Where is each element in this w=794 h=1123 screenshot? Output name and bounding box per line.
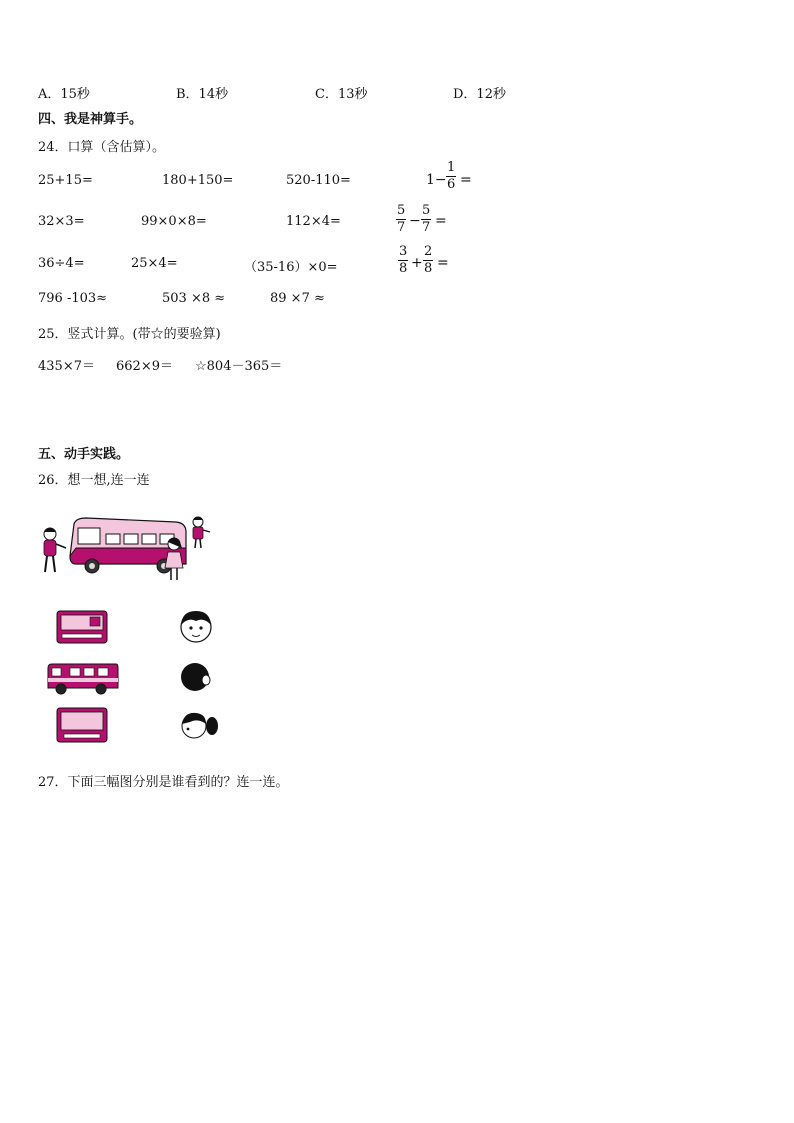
q25-item-3: ☆804－365＝: [195, 359, 283, 374]
option-b: B．14秒: [176, 87, 229, 102]
boy-face-front-icon: [176, 607, 216, 645]
section-4-title: 四、我是神算手。: [38, 112, 143, 127]
fraction-2-8: [423, 244, 433, 277]
frac1-prefix: 1−: [426, 172, 447, 188]
calc-r3-c3: （35-16）×0=: [244, 260, 338, 275]
q24-title: 24．口算（含估算）。: [38, 140, 166, 155]
calc-r1-c3: 520-110=: [286, 173, 351, 188]
frac1-equals: =: [460, 172, 472, 188]
denominator: 6: [447, 177, 456, 192]
q27-title: 27．下面三幅图分别是谁看到的？连一连。: [38, 775, 289, 790]
fraction-5-7-a: [396, 203, 406, 236]
frac2-operator: −: [409, 213, 421, 229]
numerator: 2: [424, 244, 433, 259]
section-5-title: 五、动手实践。: [38, 447, 130, 462]
boy-head-back-icon: [178, 660, 214, 694]
calc-r2-c1: 32×3=: [38, 214, 85, 229]
calc-r1-c1: 25+15=: [38, 173, 93, 188]
calc-r2-c3: 112×4=: [286, 214, 341, 229]
numerator: 3: [399, 244, 408, 259]
calc-r4-c1: 796 -103≈: [38, 291, 108, 306]
option-d: D．12秒: [453, 87, 506, 102]
fraction-1-6: [446, 160, 456, 193]
calc-r4-c3: 89 ×7 ≈: [270, 291, 325, 306]
calc-r2-c2: 99×0×8=: [141, 214, 207, 229]
q25-title: 25．竖式计算。(带☆的要验算): [38, 327, 221, 342]
calc-r1-c2: 180+150=: [162, 173, 234, 188]
fraction-5-7-b: [421, 203, 431, 236]
bus-scene-illustration: [36, 512, 216, 584]
q26-title: 26．想一想,连一连: [38, 473, 150, 488]
calc-r3-c1: 36÷4=: [38, 256, 85, 271]
frac3-operator: +: [411, 255, 423, 271]
numerator: 5: [422, 203, 431, 218]
option-c: C．13秒: [315, 87, 368, 102]
denominator: 7: [422, 220, 431, 235]
denominator: 8: [399, 261, 408, 276]
q25-item-1: 435×7＝: [38, 359, 95, 374]
denominator: 8: [424, 261, 433, 276]
frac3-equals: =: [437, 255, 449, 271]
calc-r4-c2: 503 ×8 ≈: [162, 291, 226, 306]
numerator: 5: [397, 203, 406, 218]
option-a: A．15秒: [38, 87, 90, 102]
bus-back-view-icon: [56, 707, 108, 745]
bus-front-view-icon: [56, 610, 108, 646]
denominator: 7: [397, 220, 406, 235]
q25-item-2: 662×9＝: [116, 359, 173, 374]
numerator: 1: [447, 160, 456, 175]
frac2-equals: =: [435, 213, 447, 229]
bus-side-view-icon: [46, 662, 120, 696]
girl-head-side-icon: [178, 708, 220, 742]
calc-r3-c2: 25×4=: [131, 256, 178, 271]
fraction-3-8: [398, 244, 408, 277]
